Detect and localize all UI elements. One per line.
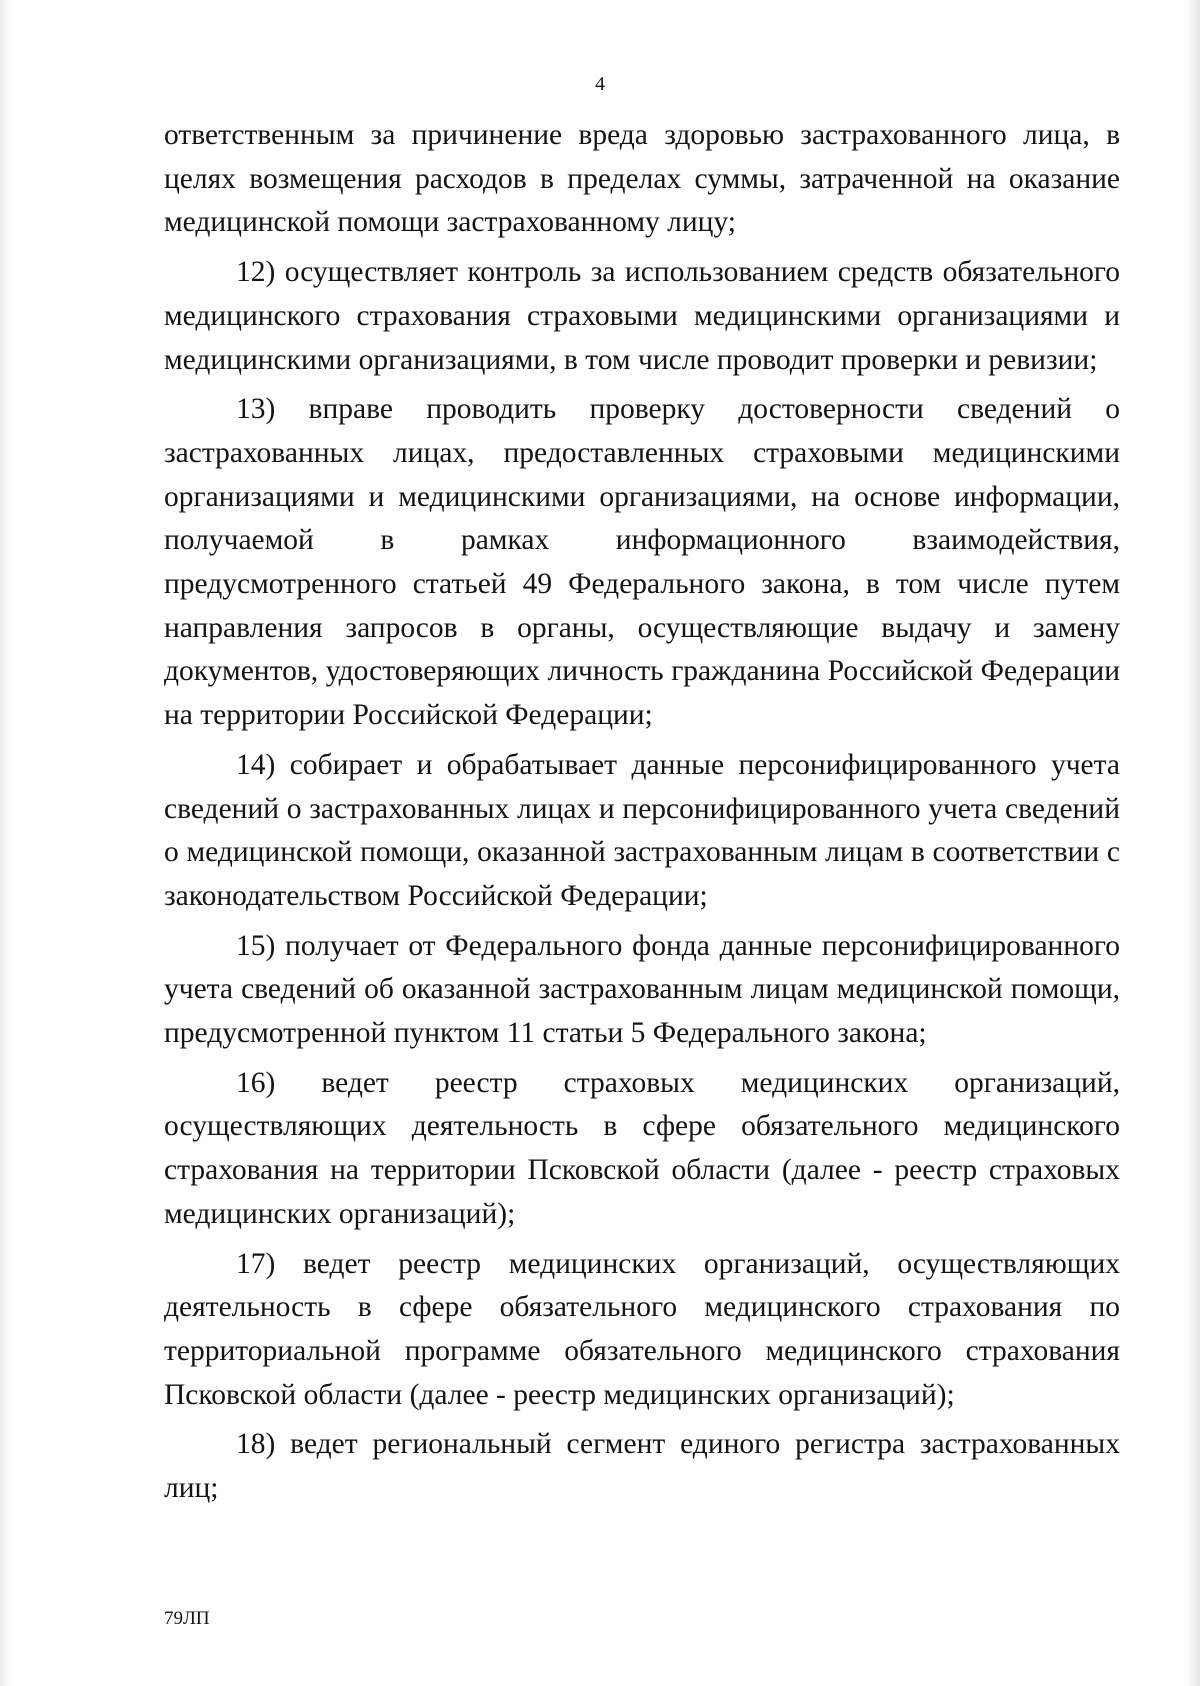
paragraph-item-16: 16) ведет реестр страховых медицинских организаций, осуществляющих деятельность в сфере обязательного медицинского страхования на территории Псковской области (далее - реестр страховых медицинских организаций); [164, 1066, 1120, 1230]
scan-edge-left [0, 0, 10, 1686]
page-number: 4 [595, 73, 605, 95]
paragraph-item-12: 12) осуществляет контроль за использованием средств обязательного медицинского страхования страховыми медицинскими организациями и медицинскими организациями, в том числе проводит проверки и ревизии; [164, 256, 1120, 376]
paragraph-item-13: 13) вправе проводить проверку достоверности сведений о застрахованных лицах, предоставленных страховыми медицинскими организациями и медицинскими организациями, на основе информации, получаемой в рамках информационного взаимодействия, предусмотренного статьей 49 Федерального закона, в том числе путем направления запросов в органы, осуществляющие выдачу и замену документов, удостоверяющих личность гражданина Российской Федерации на территории Российской Федерации; [164, 393, 1120, 732]
document-code: 79ЛП [164, 1608, 210, 1629]
paragraph-item-15: 15) получает от Федерального фонда данные персонифицированного учета сведений об оказанной застрахованным лицам медицинской помощи, предусмотренной пунктом 11 статьи 5 Федерального закона; [164, 929, 1120, 1050]
paragraph-item-18: 18) ведет региональный сегмент единого регистра застрахованных лиц; [164, 1428, 1120, 1505]
paragraph-item-14: 14) собирает и обрабатывает данные персонифицированного учета сведений о застрахованных лицах и персонифицированного учета сведений о медицинской помощи, оказанной застрахованным лицам в соответствии с законодательством Российской Федерации; [164, 748, 1120, 912]
document-body [164, 114, 1120, 1511]
scan-edge-right [1186, 0, 1200, 1686]
paragraph-item-17: 17) ведет реестр медицинских организаций, осуществляющих деятельность в сфере обязательного медицинского страхования по территориальной программе обязательного медицинского страхования Псковской области (далее - реестр медицинских организаций); [164, 1247, 1120, 1411]
paragraph-continuation: ответственным за причинение вреда здоровью застрахованного лица, в целях возмещения расходов в пределах суммы, затраченной на оказание медицинской помощи застрахованному лицу; [164, 119, 1120, 239]
